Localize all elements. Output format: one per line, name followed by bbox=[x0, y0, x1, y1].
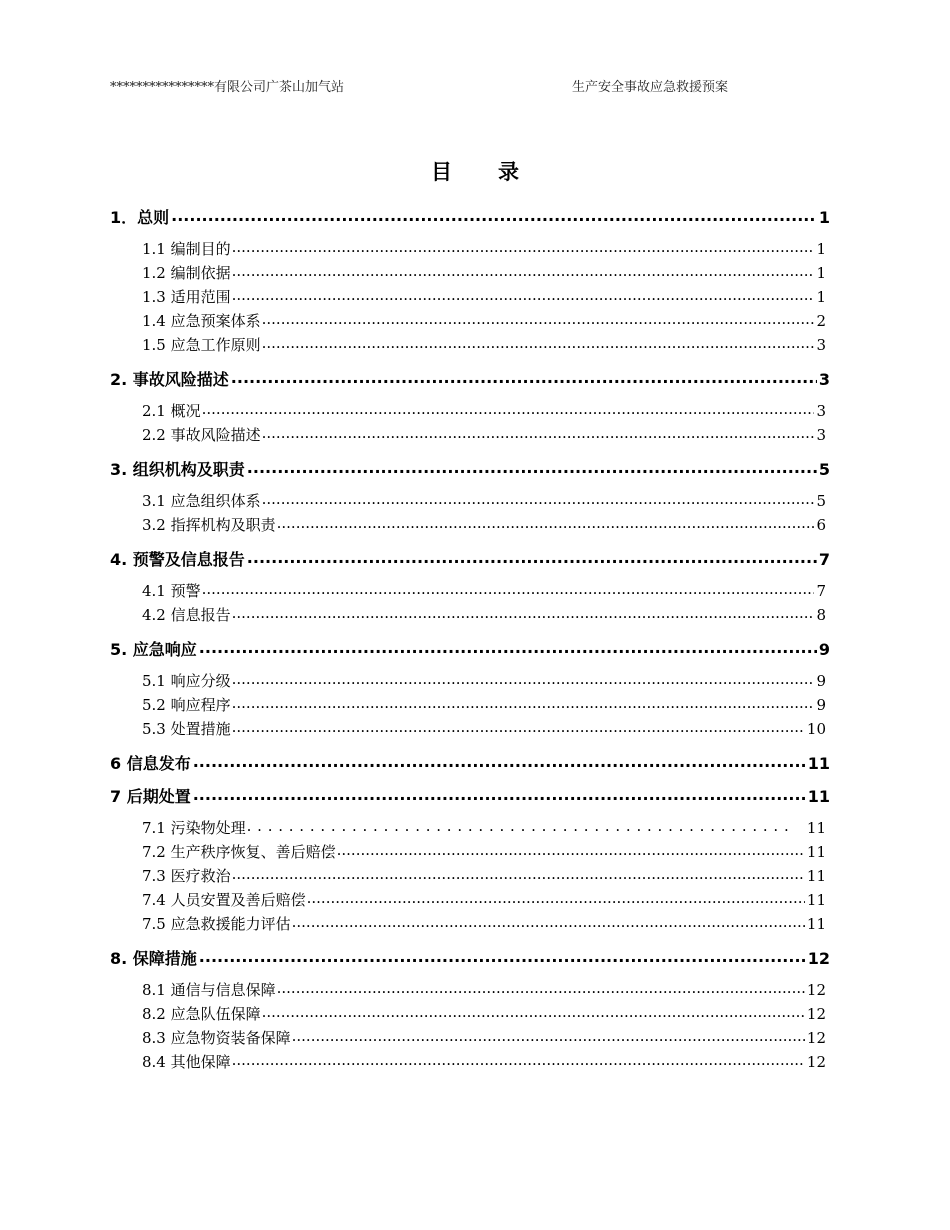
toc-entry-label: 1．总则 bbox=[110, 208, 170, 227]
toc-entry-subsection[interactable] bbox=[110, 913, 830, 937]
toc-entry-page-number: 5 bbox=[818, 460, 830, 479]
toc-entry-label: 2. 事故风险描述 bbox=[110, 370, 229, 389]
toc-entry-label: 4.1 预警 bbox=[142, 582, 201, 600]
toc-entry-subsection[interactable] bbox=[110, 1027, 830, 1051]
toc-entry-label: 3.2 指挥机构及职责 bbox=[142, 516, 276, 534]
toc-entry-page-number: 12 bbox=[807, 949, 830, 968]
page-header bbox=[110, 76, 740, 96]
toc-entry-label: 5.2 响应程序 bbox=[142, 696, 231, 714]
toc-entry-subsection[interactable] bbox=[110, 400, 830, 424]
toc-entry-section[interactable] bbox=[110, 547, 830, 571]
toc-entry-page-number: 1 bbox=[816, 288, 826, 306]
toc-entry-label: 6 信息发布 bbox=[110, 754, 191, 773]
toc-entry-page-number: 10 bbox=[806, 720, 826, 738]
toc-entry-label: 7.2 生产秩序恢复、善后赔偿 bbox=[142, 843, 336, 861]
toc-entry-subsection[interactable] bbox=[110, 514, 830, 538]
toc-entry-page-number: 3 bbox=[818, 370, 830, 389]
toc-entry-subsection[interactable] bbox=[110, 889, 830, 913]
toc-leader-dots bbox=[232, 605, 815, 620]
toc-leader-dots bbox=[292, 914, 805, 929]
toc-entry-subsection[interactable] bbox=[110, 694, 830, 718]
toc-leader-dots bbox=[247, 459, 817, 475]
toc-leader-dots bbox=[231, 369, 817, 385]
toc-leader-dots bbox=[232, 695, 815, 710]
toc-entry-label: 1.3 适用范围 bbox=[142, 288, 231, 306]
toc-entry-page-number: 11 bbox=[806, 867, 826, 885]
toc-entry-label: 1.5 应急工作原则 bbox=[142, 336, 261, 354]
toc-entry-label: 8.2 应急队伍保障 bbox=[142, 1005, 261, 1023]
toc-entry-subsection[interactable] bbox=[110, 604, 830, 628]
toc-entry-label: 5.1 响应分级 bbox=[142, 672, 231, 690]
toc-entry-subsection[interactable] bbox=[110, 580, 830, 604]
toc-leader-dots bbox=[262, 425, 815, 440]
toc-leader-dots bbox=[262, 335, 815, 350]
toc-entry-page-number: 7 bbox=[818, 550, 830, 569]
toc-title-char-1: 目 bbox=[431, 160, 452, 184]
toc-leader-dots bbox=[247, 549, 817, 565]
toc-leader-dots bbox=[292, 1028, 805, 1043]
toc-entry-page-number: 11 bbox=[806, 891, 826, 909]
toc-entry-subsection[interactable] bbox=[110, 490, 830, 514]
toc-entry-section[interactable] bbox=[110, 367, 830, 391]
toc-leader-dots bbox=[202, 581, 815, 596]
toc-entry-label: 8.3 应急物资装备保障 bbox=[142, 1029, 291, 1047]
toc-leader-dots bbox=[307, 890, 805, 905]
toc-leader-dots bbox=[232, 719, 805, 734]
toc-entry-page-number: 3 bbox=[816, 402, 826, 420]
toc-entry-page-number: 9 bbox=[816, 696, 826, 714]
toc-leader-dots bbox=[262, 1004, 805, 1019]
toc-entry-page-number: 12 bbox=[806, 981, 826, 999]
toc-entry-label: 3. 组织机构及职责 bbox=[110, 460, 245, 479]
toc-entry-subsection[interactable] bbox=[110, 310, 830, 334]
toc-entry-subsection[interactable] bbox=[110, 334, 830, 358]
toc-leader-dots bbox=[232, 263, 815, 278]
toc-entry-label: 2.1 概况 bbox=[142, 402, 201, 420]
toc-leader-dots bbox=[232, 1052, 805, 1067]
toc-entry-page-number: 11 bbox=[806, 819, 826, 837]
toc-entry-label: 8.4 其他保障 bbox=[142, 1053, 231, 1071]
toc-entry-subsection[interactable] bbox=[110, 1003, 830, 1027]
toc-entry-section[interactable] bbox=[110, 946, 830, 970]
toc-entry-label: 2.2 事故风险描述 bbox=[142, 426, 261, 444]
toc-leader-dots bbox=[232, 671, 815, 686]
toc-entry-page-number: 11 bbox=[807, 754, 830, 773]
header-company: ****************有限公司广茶山加气站 bbox=[110, 80, 345, 95]
toc-leader-dots bbox=[202, 401, 815, 416]
toc-entry-page-number: 11 bbox=[806, 915, 826, 933]
toc-leader-dots bbox=[193, 786, 806, 802]
toc-entry-page-number: 9 bbox=[816, 672, 826, 690]
toc-entry-page-number: 3 bbox=[816, 426, 826, 444]
toc-leader-dots bbox=[171, 207, 817, 223]
toc-entry-page-number: 9 bbox=[818, 640, 830, 659]
toc-entry-page-number: 3 bbox=[816, 336, 826, 354]
toc-leader-dots bbox=[232, 866, 805, 881]
toc-entry-label: 8.1 通信与信息保障 bbox=[142, 981, 276, 999]
toc-entry-label: 7.1 污染物处理 bbox=[142, 819, 246, 837]
toc-entry-label: 5.3 处置措施 bbox=[142, 720, 231, 738]
toc-entry-subsection[interactable] bbox=[110, 1051, 830, 1075]
toc-entry-label: 4.2 信息报告 bbox=[142, 606, 231, 624]
toc-entry-subsection[interactable] bbox=[110, 841, 830, 865]
toc-leader-dots bbox=[232, 287, 815, 302]
toc-leader-dots bbox=[277, 515, 815, 530]
toc-entry-subsection[interactable] bbox=[110, 718, 830, 742]
toc-entry-page-number: 8 bbox=[816, 606, 826, 624]
toc-leader-dots bbox=[193, 753, 806, 769]
header-doc-title: 生产安全事故应急救援预案 bbox=[572, 80, 729, 95]
toc-entry-page-number: 7 bbox=[816, 582, 826, 600]
toc-entry-page-number: 11 bbox=[807, 787, 830, 806]
toc-entry-page-number: 12 bbox=[806, 1053, 826, 1071]
toc-entry-subsection[interactable] bbox=[110, 817, 830, 841]
toc-entry-label: 7.4 人员安置及善后赔偿 bbox=[142, 891, 306, 909]
toc-entry-subsection[interactable] bbox=[110, 238, 830, 262]
toc-entry-page-number: 11 bbox=[806, 843, 826, 861]
toc-entry-label: 4. 预警及信息报告 bbox=[110, 550, 245, 569]
toc-entry-page-number: 1 bbox=[816, 240, 826, 258]
toc-entry-label: 1.4 应急预案体系 bbox=[142, 312, 261, 330]
toc-entry-label: 1.1 编制目的 bbox=[142, 240, 231, 258]
toc-entry-section[interactable] bbox=[110, 637, 830, 661]
toc-entry-label: 7.5 应急救援能力评估 bbox=[142, 915, 291, 933]
toc-entry-page-number: 1 bbox=[816, 264, 826, 282]
toc-leader-dots bbox=[262, 491, 815, 506]
toc-title-char-2: 录 bbox=[498, 160, 519, 184]
toc-leader-dots bbox=[247, 818, 795, 833]
toc-entry-page-number: 12 bbox=[806, 1005, 826, 1023]
toc-entry-page-number: 12 bbox=[806, 1029, 826, 1047]
toc-entry-page-number: 6 bbox=[816, 516, 826, 534]
toc-title bbox=[0, 156, 950, 186]
toc-entry-section[interactable] bbox=[110, 751, 830, 775]
toc-entry-label: 7.3 医疗救治 bbox=[142, 867, 231, 885]
toc-leader-dots bbox=[262, 311, 815, 326]
toc-entry-subsection[interactable] bbox=[110, 286, 830, 310]
toc-leader-dots bbox=[199, 948, 806, 964]
toc-entry-page-number: 2 bbox=[816, 312, 826, 330]
toc-leader-dots bbox=[199, 639, 817, 655]
toc-entry-subsection[interactable] bbox=[110, 865, 830, 889]
toc-entry-subsection[interactable] bbox=[110, 262, 830, 286]
toc-entry-label: 1.2 编制依据 bbox=[142, 264, 231, 282]
toc-entry-page-number: 1 bbox=[818, 208, 830, 227]
toc-leader-dots bbox=[277, 980, 805, 995]
toc-entry-label: 7 后期处置 bbox=[110, 787, 191, 806]
toc-entry-subsection[interactable] bbox=[110, 670, 830, 694]
toc-entry-subsection[interactable] bbox=[110, 424, 830, 448]
toc-entry-label: 8. 保障措施 bbox=[110, 949, 197, 968]
toc-entry-subsection[interactable] bbox=[110, 979, 830, 1003]
toc-leader-dots bbox=[337, 842, 805, 857]
toc-leader-dots bbox=[232, 239, 815, 254]
toc-entry-label: 3.1 应急组织体系 bbox=[142, 492, 261, 510]
toc-entry-page-number: 5 bbox=[816, 492, 826, 510]
toc-entry-section[interactable] bbox=[110, 457, 830, 481]
toc-entry-section[interactable] bbox=[110, 784, 830, 808]
table-of-contents bbox=[110, 196, 830, 1075]
toc-entry-section[interactable] bbox=[110, 205, 830, 229]
toc-entry-label: 5. 应急响应 bbox=[110, 640, 197, 659]
